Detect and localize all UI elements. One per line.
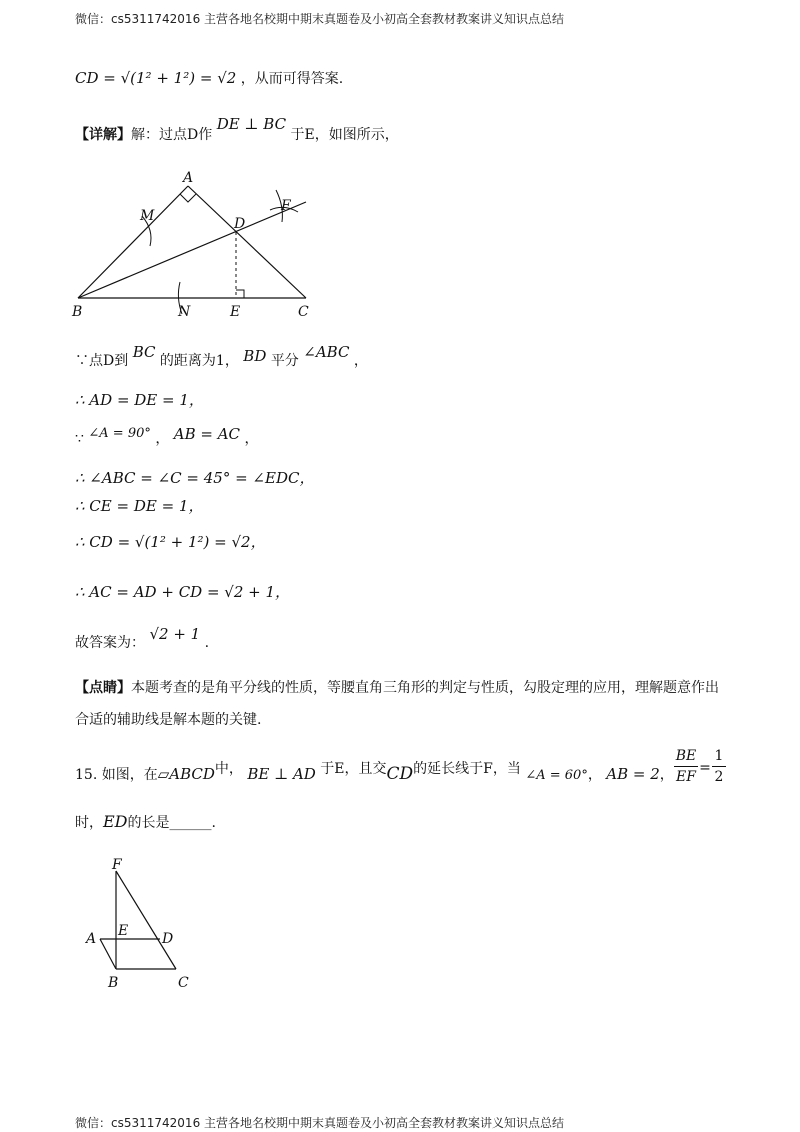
segment-ab: [100, 939, 116, 969]
text-line-4: ∴ AD = DE = 1，: [75, 391, 204, 409]
text-line-5: [75, 425, 259, 450]
label-e: E: [118, 923, 129, 939]
text-segment: 于E，如图所示，: [290, 127, 399, 143]
text-line-12: 合适的辅助线是解本题的关键.: [75, 712, 262, 728]
text-segment: 解：过点D作: [131, 127, 213, 143]
label-c: C: [178, 975, 189, 991]
label-d: D: [234, 216, 246, 232]
fraction-numerator: BE: [675, 748, 697, 764]
right-angle-mark-a: [180, 194, 196, 202]
math-de-perp-bc: DE ⊥ BC: [216, 115, 287, 133]
text-segment: 的延长线于F，当: [413, 761, 521, 777]
question-15-line-2: [75, 812, 216, 833]
label-f: F: [112, 857, 122, 873]
fraction-bar: [674, 766, 698, 767]
label-b: B: [72, 304, 83, 320]
math-angle-a-90: ∠A = 90°: [88, 426, 151, 441]
math-cd-formula: CD = √(1² + 1²) = √2: [75, 69, 237, 87]
equals-sign: =: [699, 760, 711, 776]
text-segment: 中，: [214, 761, 243, 777]
text-segment: 于E，且交: [320, 761, 387, 777]
label-b: B: [108, 975, 119, 991]
bisector-bd: [78, 202, 306, 298]
text-line-10: [75, 625, 210, 653]
label-c: C: [298, 304, 309, 320]
page-footer: 微信：cs5311742016 主营各地名校期中期末真题卷及小初高全套教材教案讲义知识点总结: [75, 1116, 565, 1130]
math-parallelogram: ▱ABCD: [157, 765, 215, 783]
fraction-be-ef: [674, 748, 698, 785]
math-answer: √2 + 1: [149, 625, 201, 643]
text-line-9: ∴ AC = AD + CD = √2 + 1，: [75, 583, 291, 601]
text-segment: .: [204, 635, 210, 651]
label-e: E: [230, 304, 241, 320]
text-line-2: [75, 115, 399, 145]
text-segment: 故答案为：: [75, 635, 145, 651]
text-segment: ，: [587, 767, 602, 783]
text-segment: ，从而可得答案.: [240, 71, 344, 87]
insight-tag: 【点睛】: [75, 680, 131, 696]
right-angle-mark-e: [236, 290, 244, 298]
math-cd: CD: [386, 764, 414, 784]
math-ab-eq-2: AB = 2: [606, 765, 660, 783]
math-bc: BC: [132, 343, 156, 361]
text-line-8: ∴ CD = √(1² + 1²) = √2，: [75, 533, 266, 551]
text-line-7: ∴ CE = DE = 1，: [75, 497, 204, 515]
page-header: 微信：cs5311742016 主营各地名校期中期末真题卷及小初高全套教材教案讲义知识点总结: [75, 12, 565, 26]
text-segment: ，: [659, 767, 674, 783]
question-15-line-1: [75, 761, 674, 786]
label-d: D: [162, 931, 174, 947]
label-a: A: [86, 931, 97, 947]
segment-fc: [116, 871, 176, 969]
math-be-perp-ad: BE ⊥ AD: [247, 765, 316, 783]
math-angle-a-60: ∠A = 60°: [525, 768, 588, 783]
text-segment: ，: [244, 431, 259, 447]
detail-tag: 【详解】: [75, 127, 131, 143]
text-segment: 的长是______.: [127, 815, 216, 831]
text-segment: ∵点D到: [75, 353, 129, 369]
label-a: A: [183, 170, 194, 186]
text-line-11: [75, 678, 719, 698]
math-ab-eq-ac: AB = AC: [173, 425, 241, 443]
text-segment: ，: [155, 431, 170, 447]
text-line-1: [75, 68, 343, 89]
fraction-bar: [712, 766, 726, 767]
math-angle-abc: ∠ABC: [303, 343, 350, 361]
fraction-numerator: 1: [714, 748, 724, 764]
math-ed: ED: [103, 812, 128, 831]
text-line-3: [75, 343, 368, 371]
text-segment: ，: [353, 353, 368, 369]
label-n: N: [178, 304, 191, 320]
triangle-figure-1: [70, 170, 330, 320]
text-segment: 本题考查的是角平分线的性质，等腰直角三角形的判定与性质，勾股定理的应用，理解题意作出: [131, 680, 719, 696]
label-m: M: [140, 208, 155, 224]
text-segment: 15. 如图，在: [75, 767, 158, 783]
text-segment: ∵: [75, 431, 84, 447]
math-bd: BD: [243, 347, 267, 365]
text-segment: 平分: [270, 353, 299, 369]
text-segment: 时，: [75, 815, 103, 831]
label-f: F: [281, 198, 291, 214]
segment-ab: [78, 186, 188, 298]
fraction-denominator: 2: [714, 769, 724, 785]
text-line-6: ∴ ∠ABC = ∠C = 45° = ∠EDC，: [75, 469, 315, 487]
text-segment: 的距离为1，: [159, 353, 239, 369]
fraction-denominator: EF: [676, 769, 696, 785]
parallelogram-figure-2: [80, 855, 210, 995]
fraction-one-half: [712, 748, 726, 785]
